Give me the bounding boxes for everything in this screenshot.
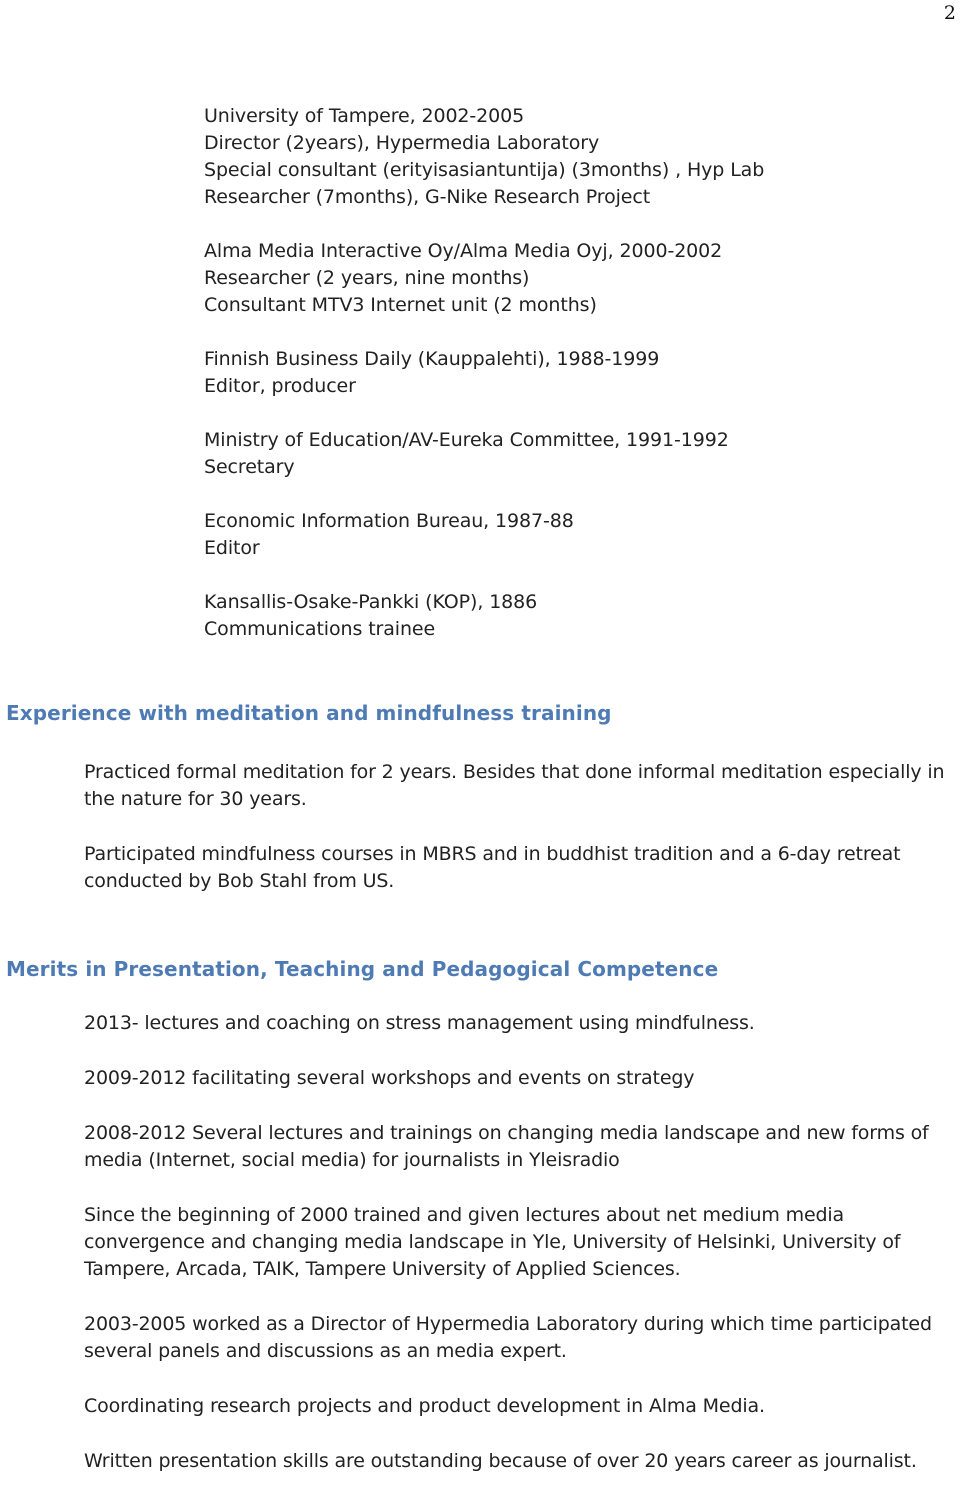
job-entry-kop (204, 589, 944, 643)
job-entry-economic-information-bureau (204, 508, 944, 562)
job-line: Kansallis-Osake-Pankki (KOP), 1886 (204, 591, 538, 613)
job-line: Editor, producer (204, 375, 356, 397)
page-number: 2 (943, 2, 956, 24)
merits-paragraph: 2008-2012 Several lectures and trainings on changing media landscape and new forms of media (Internet, social media) for journalists in Yleisradio (84, 1122, 929, 1171)
merits-paragraph: Since the beginning of 2000 trained and given lectures about net medium media convergence and changing media landscape in Yle, University of Helsinki, University of Tampere, Arcada, TAIK, Tampere University of Applied Sciences. (84, 1204, 901, 1280)
meditation-section-body (84, 759, 956, 923)
employment-history (204, 103, 944, 670)
job-line: Ministry of Education/AV-Eureka Committee, 1991-1992 (204, 429, 729, 451)
job-line: Communications trainee (204, 618, 436, 640)
job-entry-alma-media (204, 238, 944, 319)
merits-paragraph: Coordinating research projects and product development in Alma Media. (84, 1395, 765, 1417)
job-line: Alma Media Interactive Oy/Alma Media Oyj, 2000-2002 (204, 240, 723, 262)
job-line: Director (2years), Hypermedia Laboratory (204, 132, 600, 154)
job-line: Secretary (204, 456, 295, 478)
meditation-paragraph: Practiced formal meditation for 2 years. Besides that done informal meditation especially in the nature for 30 years. (84, 761, 945, 810)
job-line: Special consultant (erityisasiantuntija) (3months) , Hyp Lab (204, 159, 765, 181)
merits-section-body (84, 1010, 956, 1503)
merits-section-heading: Merits in Presentation, Teaching and Pedagogical Competence (6, 957, 719, 981)
merits-paragraph: 2013- lectures and coaching on stress management using mindfulness. (84, 1012, 755, 1034)
job-line: Consultant MTV3 Internet unit (2 months) (204, 294, 597, 316)
job-line: Editor (204, 537, 260, 559)
job-entry-kauppalehti (204, 346, 944, 400)
merits-paragraph: 2003-2005 worked as a Director of Hypermedia Laboratory during which time participated several panels and discussions as an media expert. (84, 1313, 932, 1362)
job-line: Finnish Business Daily (Kauppalehti), 1988-1999 (204, 348, 660, 370)
job-entry-ministry-of-education (204, 427, 944, 481)
merits-paragraph: 2009-2012 facilitating several workshops and events on strategy (84, 1067, 695, 1089)
job-line: Economic Information Bureau, 1987-88 (204, 510, 574, 532)
job-entry-university-of-tampere (204, 103, 944, 211)
job-line: University of Tampere, 2002-2005 (204, 105, 525, 127)
merits-paragraph: Written presentation skills are outstanding because of over 20 years career as journalist. (84, 1450, 917, 1472)
job-line: Researcher (2 years, nine months) (204, 267, 530, 289)
job-line: Researcher (7months), G-Nike Research Project (204, 186, 651, 208)
meditation-section-heading: Experience with meditation and mindfulness training (6, 701, 612, 725)
meditation-paragraph: Participated mindfulness courses in MBRS and in buddhist tradition and a 6-day retreat conducted by Bob Stahl from US. (84, 843, 901, 892)
